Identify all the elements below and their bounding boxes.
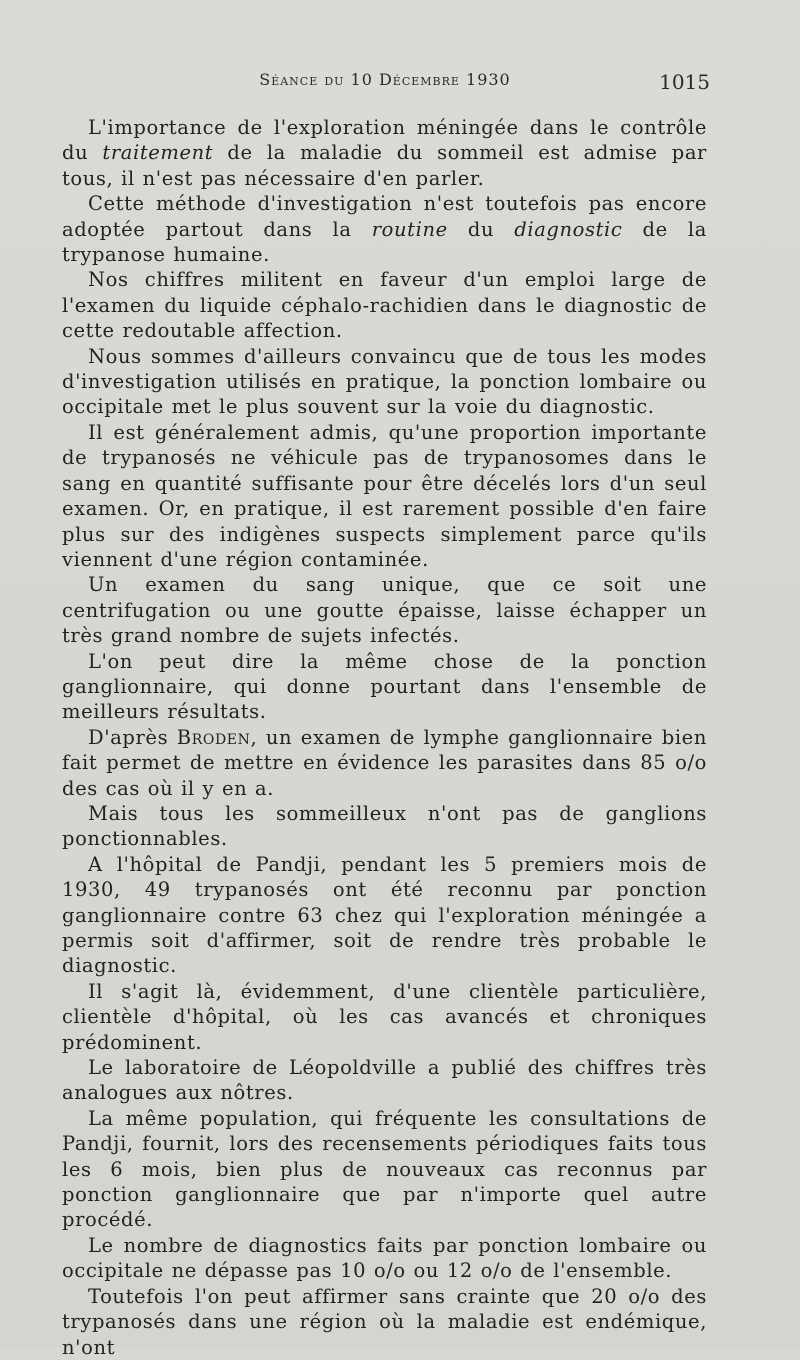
italic-term: routine (371, 217, 448, 241)
paragraph: Nous sommes d'ailleurs convaincu que de tous les modes d'investigation utilisés en pratique, la ponction lombaire ou occipitale met le plus souvent sur la voie du diagnostic. (62, 344, 707, 419)
paragraph: Cette méthode d'investigation n'est toutefois pas encore adoptée partout dans la routine du diagnostic de la trypanose humaine. (62, 192, 707, 267)
paragraph: Il s'agit là, évidemment, d'une clientèle particulière, clientèle d'hôpital, où les cas avancés et chroniques prédominent. (62, 979, 707, 1054)
running-head: Séance du 10 Décembre 1930 (259, 70, 511, 89)
paragraph: L'importance de l'exploration méningée dans le contrôle du traitement de la maladie du sommeil est admise par tous, il n'est pas nécessaire d'en parler. (62, 116, 707, 190)
paragraph: A l'hôpital de Pandji, pendant les 5 premiers mois de 1930, 49 trypanosés ont été reconnu par ponction ganglionnaire contre 63 chez qui l'exploration méningée a permis soit d'affirmer, soit de rendre très probable le diagnostic. (62, 852, 707, 978)
paragraph: Le nombre de diagnostics faits par ponction lombaire ou occipitale ne dépasse pas 10 o/o ou 12 o/o de l'ensemble. (62, 1233, 707, 1283)
paragraph: L'on peut dire la même chose de la ponction ganglionnaire, qui donne pourtant dans l'ensemble de meilleurs résultats. (62, 649, 707, 724)
body-text (62, 115, 707, 1360)
page-header (60, 70, 710, 100)
page-number: 1015 (659, 70, 710, 94)
paragraph: D'après Broden, un examen de lymphe ganglionnaire bien fait permet de mettre en évidence les parasites dans 85 o/o des cas où il y en a. (62, 725, 707, 800)
italic-term: traitement (102, 141, 214, 165)
paragraph: Le laboratoire de Léopoldville a publié des chiffres très analogues aux nôtres. (62, 1056, 707, 1105)
paragraph: Un examen du sang unique, que ce soit une centrifugation ou une goutte épaisse, laisse échapper un très grand nombre de sujets infectés. (62, 573, 707, 648)
author-name: Broden (176, 725, 251, 749)
paragraph: Mais tous les sommeilleux n'ont pas de ganglions ponctionnables. (62, 801, 707, 851)
paragraph: La même population, qui fréquente les consultations de Pandji, fournit, lors des recensements périodiques faits tous les 6 mois, bien plus de nouveaux cas reconnus par ponction ganglionnaire que par n'importe quel autre procédé. (62, 1106, 707, 1232)
paragraph: Il est généralement admis, qu'une proportion importante de trypanosés ne véhicule pas de trypanosomes dans le sang en quantité suffisante pour être décelés lors d'un seul examen. Or, en pratique, il est rarement possible d'en faire plus sur des indigènes suspects simplement parce qu'ils viennent d'une région contaminée. (62, 420, 707, 571)
paragraph: Toutefois l'on peut affirmer sans crainte que 20 o/o des trypanosés dans une région où la maladie est endémique, n'ont (62, 1284, 707, 1359)
paragraph: Nos chiffres militent en faveur d'un emploi large de l'examen du liquide céphalo-rachidien dans le diagnostic de cette redoutable affection. (62, 268, 707, 343)
italic-term: diagnostic (514, 217, 623, 241)
